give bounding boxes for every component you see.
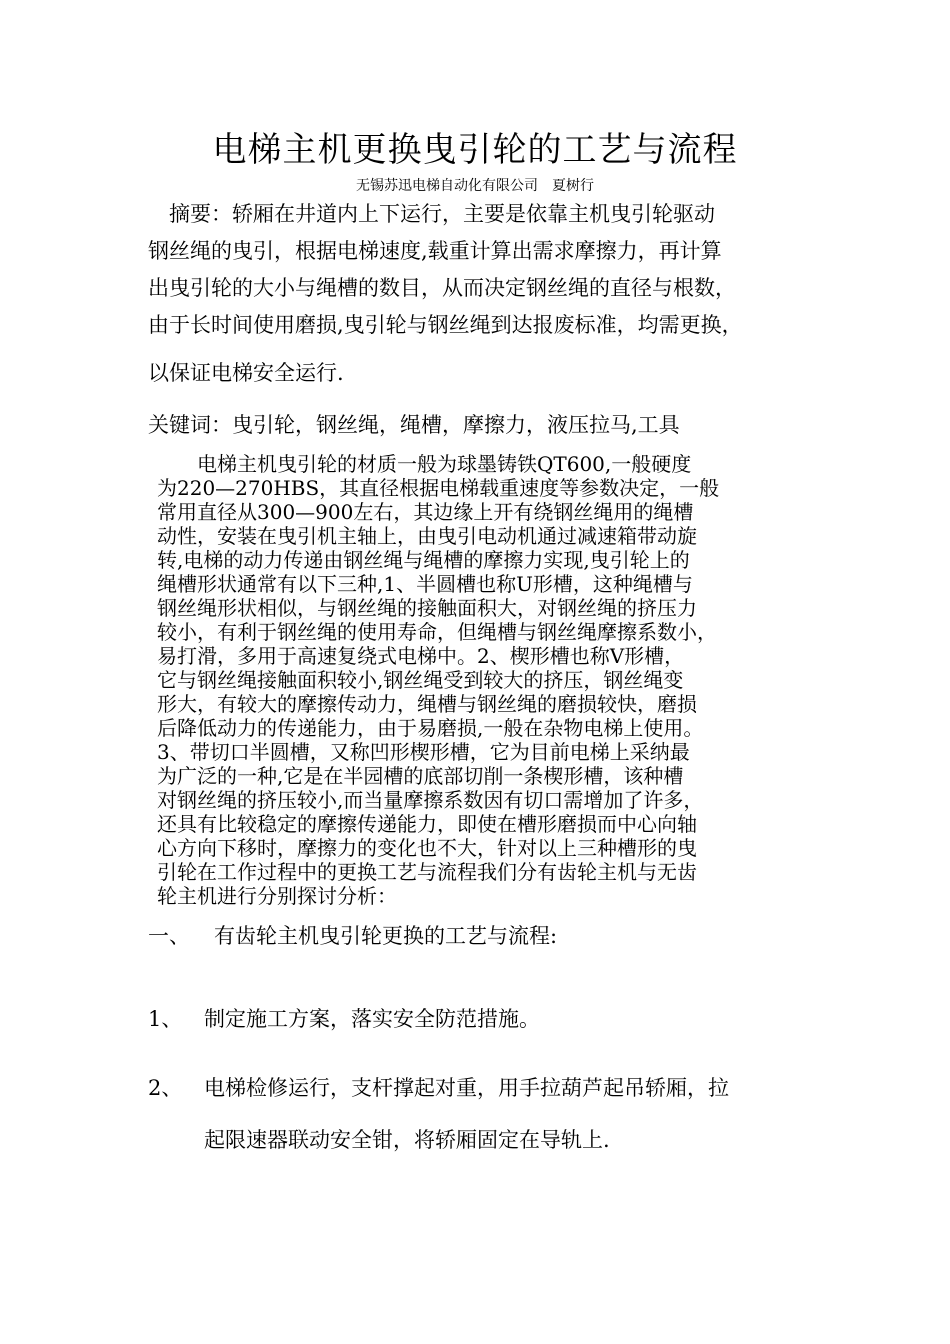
body-line: 对钢丝绳的挤压较小,而当量摩擦系数因有切口需增加了许多， (157, 788, 704, 812)
section-number: 一、 (148, 924, 190, 948)
body-line: 较小，有利于钢丝绳的使用寿命，但绳槽与钢丝绳摩擦系数小， (157, 620, 717, 644)
body-line: 心方向下移时，摩擦力的变化也不大，针对以上三种槽形的曳 (157, 836, 697, 860)
body-line: 它与钢丝绳接触面积较小,钢丝绳受到较大的挤压，钢丝绳变 (157, 668, 684, 692)
list-item-continuation: 起限速器联动安全钳，将轿厢固定在导轨上. (204, 1128, 610, 1152)
list-item (148, 1003, 540, 1033)
abstract-line: 摘要：轿厢在井道内上下运行，主要是依靠主机曳引轮驱动 (148, 202, 715, 226)
list-item (148, 1072, 729, 1102)
section-heading-text: 有齿轮主机曳引轮更换的工艺与流程: (214, 924, 558, 948)
author-line: 无锡苏迅电梯自动化有限公司 夏树行 (356, 178, 594, 194)
list-item-text: 制定施工方案，落实安全防范措施。 (204, 1007, 540, 1031)
document-title: 电梯主机更换曳引轮的工艺与流程 (212, 130, 738, 170)
body-line: 易打滑，多用于高速复绕式电梯中。2、楔形槽也称V形槽， (157, 644, 685, 668)
body-line: 形大，有较大的摩擦传动力，绳槽与钢丝绳的磨损较快，磨损 (157, 692, 697, 716)
body-line: 3、带切口半圆槽，又称凹形楔形槽，它为目前电梯上采纳最 (157, 740, 690, 764)
body-line: 动性，安装在曳引机主轴上，由曳引电动机通过减速箱带动旋 (157, 524, 697, 548)
body-line: 轮主机进行分别探讨分析： (157, 884, 397, 908)
body-line: 引轮在工作过程中的更换工艺与流程我们分有齿轮主机与无齿 (157, 860, 697, 884)
abstract-line: 出曳引轮的大小与绳槽的数目，从而决定钢丝绳的直径与根数， (148, 276, 736, 300)
body-line: 电梯主机曳引轮的材质一般为球墨铸铁QT600,一般硬度 (157, 452, 692, 476)
keywords: 关键词：曳引轮，钢丝绳，绳槽，摩擦力，液压拉马,工具 (148, 413, 680, 437)
list-item-number: 2、 (148, 1076, 183, 1100)
list-item-text: 电梯检修运行，支杆撑起对重，用手拉葫芦起吊轿厢，拉 (204, 1076, 729, 1100)
body-line: 绳槽形状通常有以下三种,1、半圆槽也称U形槽，这种绳槽与 (157, 572, 693, 596)
body-line: 钢丝绳形状相似，与钢丝绳的接触面积大，对钢丝绳的挤压力 (157, 596, 697, 620)
body-line: 常用直径从300—900左右，其边缘上开有绕钢丝绳用的绳槽 (157, 500, 694, 524)
abstract-line: 钢丝绳的曳引，根据电梯速度,载重计算出需求摩擦力，再计算 (148, 239, 722, 263)
body-line: 为220—270HBS，其直径根据电梯载重速度等参数决定，一般 (157, 476, 720, 500)
body-line: 还具有比较稳定的摩擦传递能力，即使在槽形磨损而中心向轴 (157, 812, 697, 836)
list-item-number: 1、 (148, 1007, 183, 1031)
body-line: 为广泛的一种,它是在半园槽的底部切削一条楔形槽，该种槽 (157, 764, 684, 788)
section-heading (148, 920, 558, 950)
body-line: 转,电梯的动力传递由钢丝绳与绳槽的摩擦力实现,曳引轮上的 (157, 548, 690, 572)
abstract-line: 由于长时间使用磨损,曳引轮与钢丝绳到达报废标准，均需更换， (148, 313, 743, 337)
body-line: 后降低动力的传递能力，由于易磨损,一般在杂物电梯上使用。 (157, 716, 704, 740)
abstract-line: 以保证电梯安全运行. (148, 361, 344, 385)
